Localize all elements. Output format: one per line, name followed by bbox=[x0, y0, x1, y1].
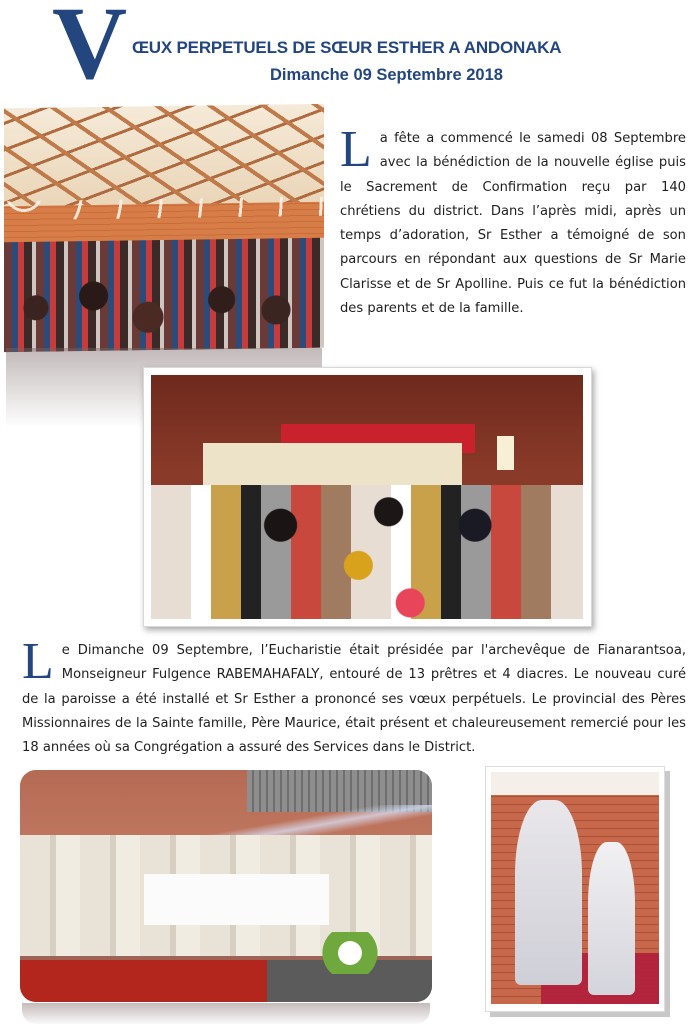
photo-reflection bbox=[22, 1003, 430, 1024]
sister-esther bbox=[588, 842, 635, 995]
paragraph-sunday bbox=[22, 633, 686, 760]
seated-congregation bbox=[151, 485, 583, 619]
red-carpet bbox=[20, 960, 267, 1002]
eucharist-altar-photo bbox=[20, 770, 432, 1002]
altar-table bbox=[144, 874, 329, 925]
paragraph-dropcap: L bbox=[22, 633, 54, 690]
header-dropcap: V bbox=[52, 0, 128, 101]
paragraph-text: a fête a commencé le samedi 08 Septembre avec la bénédiction de la nouvelle église puis le Sacrement de Confirmation reçu par 140 chrétiens du district. Dans l’après midi, après un temps d’adoration, Sr Esther a témoigné de son parcours en répondant aux questions de Sr Marie Clarisse et de Sr Apolline. Puis ce fut la bénédiction des parents et de la famille. bbox=[340, 131, 686, 317]
altar-stage bbox=[203, 443, 462, 487]
crowd bbox=[4, 238, 324, 352]
paragraph-text: e Dimanche 09 Septembre, l’Eucharistie était présidée par l'archevêque de Fianarantsoa, Monseigneur Fulgence RABEMAHAFALY, entouré de 13 prêtres et 4 diacres. Le nouveau curé de la paroisse a été installé et Sr Esther a prononcé ses vœux perpétuels. Le provincial des Pères Missionnaires de la Sainte famille, Père Maurice, était présent et chaleureusement remercié pour les 18 années où sa Congrégation a assuré des Services dans le District. bbox=[22, 643, 686, 756]
white-drape bbox=[491, 772, 659, 795]
sister-superior bbox=[515, 800, 582, 986]
paragraph-saturday bbox=[340, 121, 686, 321]
paragraph-dropcap: L bbox=[340, 121, 372, 178]
page-subtitle: Dimanche 09 Septembre 2018 bbox=[270, 66, 503, 84]
vows-ceremony-photo bbox=[491, 772, 659, 1004]
window bbox=[497, 436, 514, 470]
page-title: ŒUX PERPETUELS DE SŒUR ESTHER A ANDONAKA bbox=[132, 38, 562, 57]
flowers bbox=[317, 932, 383, 974]
church-interior-photo bbox=[151, 375, 583, 619]
crowd-in-church-photo bbox=[4, 104, 324, 352]
